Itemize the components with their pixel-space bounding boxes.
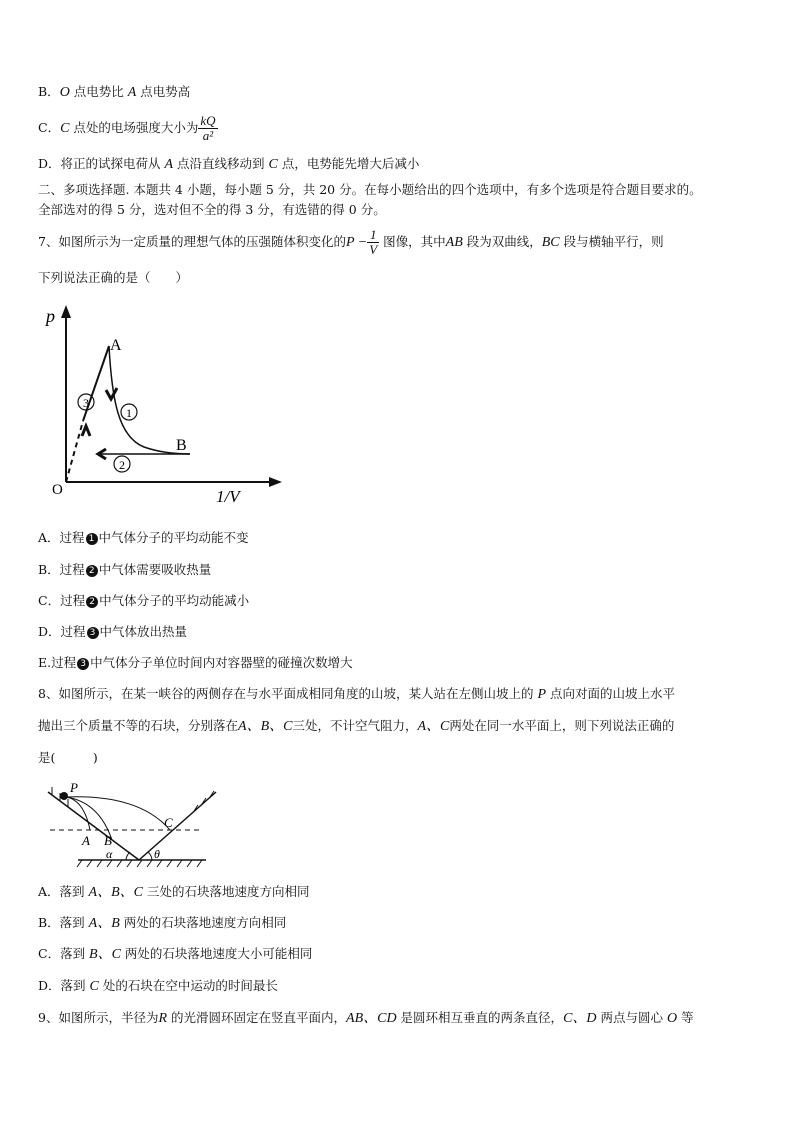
process-3-arrow-icon	[82, 426, 90, 436]
right-slope	[139, 792, 216, 860]
x-axis-arrow-icon	[269, 477, 282, 487]
origin-label: O	[52, 482, 63, 498]
process-1-arrow-icon	[106, 388, 117, 399]
q8-stem-line1: 8、如图所示，在某一峡谷的两侧存在与水平面成相同角度的山坡，某人站在左侧山坡上的 P 点向对面的山坡上水平	[38, 686, 675, 702]
point-b-label: B	[176, 437, 187, 454]
q7-option-a: A．过程 1 中气体分子的平均动能不变	[38, 530, 249, 545]
q6-option-c: C．C 点处的电场强度大小为 $\frac{kQ}{\text{a²}}$	[38, 113, 216, 143]
q7-stem-line1: 7、如图所示为一定质量的理想气体的压强随体积变化的P − $\frac{1}{V}$ 图像，其中AB 段为双曲线，BC 段与横轴平行，则	[38, 227, 664, 257]
section-2-instructions-line1: 二、多项选择题. 本题共 4 小题，每小题 5 分，共 20 分。在每小题给出的四个选项中，有多个选项是符合题目要求的。	[38, 182, 702, 197]
point-c-label: C	[164, 815, 173, 830]
process-2-label: 2	[119, 458, 125, 472]
alpha-label: α	[106, 847, 113, 861]
q8-stem-line2: 抛出三个质量不等的石块，分别落在A、B、C三处，不计空气阻力，A、C两处在同一水平面上，则下列说法正确的	[38, 718, 675, 734]
theta-angle-arc	[148, 852, 152, 860]
q8-option-b: B．落到 A、B 两处的石块落地速度方向相同	[38, 915, 287, 931]
q7-stem-line2: 下列说法正确的是（ ）	[38, 270, 189, 285]
q6-option-d: D．将正的试探电荷从 A 点沿直线移动到 C 点，电势能先增大后减小	[38, 156, 420, 172]
alpha-angle-arc	[126, 852, 130, 860]
point-p-label: P	[70, 782, 78, 795]
process-3-label: 3	[83, 396, 89, 410]
q8-option-c: C．落到 B、C 两处的石块落地速度大小可能相同	[38, 946, 313, 962]
theta-label: θ	[154, 847, 160, 861]
q8-option-d: D．落到 C 处的石块在空中运动的时间最长	[38, 978, 278, 994]
q8-stem-line3: 是( )	[38, 750, 98, 765]
q9-stem-line1: 9、如图所示，半径为R 的光滑圆环固定在竖直平面内，AB、CD 是圆环相互垂直的两条直径，C、D 两点与圆心 O 等	[38, 1010, 694, 1026]
q7-option-b: B．过程 2 中气体需要吸收热量	[38, 562, 212, 577]
process-1-label: 1	[126, 406, 132, 420]
y-axis-arrow-icon	[61, 305, 71, 318]
q7-option-d: D．过程 3 中气体放出热量	[38, 624, 188, 639]
x-axis-label: 1/V	[216, 487, 240, 506]
q7-pv-figure	[44, 302, 284, 508]
process-3-line-dashed	[66, 421, 83, 482]
point-a-label: A	[110, 337, 122, 354]
q6-option-b: B．O 点电势比 A 点电势高	[38, 84, 191, 100]
field-strength-fraction: $\frac{kQ}{\text{a²}}$	[200, 113, 216, 143]
point-a-label: A	[82, 833, 90, 848]
reciprocal-v-fraction: $\frac{1}{V}$	[369, 227, 378, 257]
person-icon	[60, 792, 68, 800]
q7-option-c: C．过程 2 中气体分子的平均动能减小	[38, 593, 250, 608]
point-b-label: B	[104, 833, 112, 848]
y-axis-label: p	[46, 306, 55, 326]
left-slope	[48, 792, 139, 860]
section-2-instructions-line2: 全部选对的得 5 分，选对但不全的得 3 分，有选错的得 0 分。	[38, 202, 386, 217]
q8-option-a: A．落到 A、B、C 三处的石块落地速度方向相同	[38, 884, 310, 900]
q7-option-e: E.过程 3 中气体分子单位时间内对容器壁的碰撞次数增大	[38, 655, 353, 670]
q8-valley-figure	[44, 782, 224, 870]
